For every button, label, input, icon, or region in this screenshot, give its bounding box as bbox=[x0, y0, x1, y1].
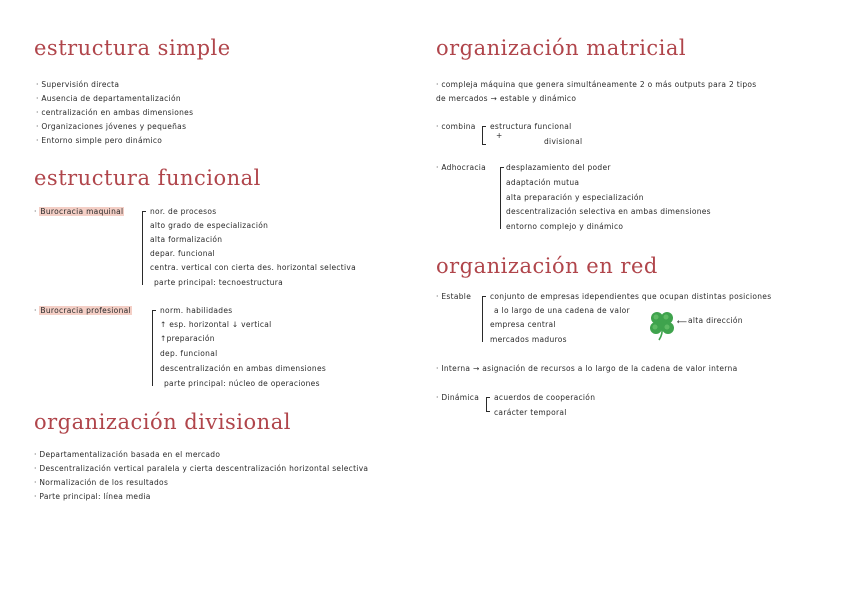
adhocracia-label: · Adhocracia bbox=[436, 163, 487, 172]
bracket bbox=[482, 126, 483, 144]
heading-estructura-funcional: estructura funcional bbox=[34, 166, 261, 190]
bracket-tick bbox=[152, 310, 156, 311]
list-item: · Departamentalización basada en el mercado bbox=[34, 450, 221, 459]
list-item: parte principal: tecnoestructura bbox=[154, 278, 284, 287]
heading-organizacion-en-red: organización en red bbox=[436, 254, 658, 278]
heading-estructura-simple: estructura simple bbox=[34, 36, 231, 60]
combina-label: · combina bbox=[436, 122, 476, 131]
list-item: descentralización en ambas dimensiones bbox=[160, 364, 327, 373]
paragraph-line: · Interna → asignación de recursos a lo largo de la cadena de valor interna bbox=[436, 364, 738, 373]
list-item: carácter temporal bbox=[494, 408, 567, 417]
list-item: alto grado de especialización bbox=[150, 221, 269, 230]
bracket-tick bbox=[482, 296, 486, 297]
burocracia-profesional-label: · Burocracia profesional bbox=[34, 306, 131, 315]
list-item: empresa central bbox=[490, 320, 556, 329]
list-item: entorno complejo y dinámico bbox=[506, 222, 624, 231]
list-item: · centralización en ambas dimensiones bbox=[36, 108, 194, 117]
list-item: desplazamiento del poder bbox=[506, 163, 611, 172]
bracket-tick bbox=[142, 211, 146, 212]
list-item: norm. habilidades bbox=[160, 306, 233, 315]
arrow-icon: ⟵ bbox=[677, 318, 688, 326]
bracket-tick bbox=[486, 411, 490, 412]
bracket bbox=[152, 310, 153, 386]
list-item: · Organizaciones jóvenes y pequeñas bbox=[36, 122, 187, 131]
list-item: mercados maduros bbox=[490, 335, 567, 344]
bracket bbox=[500, 167, 501, 229]
list-item: · Supervisión directa bbox=[36, 80, 120, 89]
list-item: a lo largo de una cadena de valor bbox=[494, 306, 630, 315]
list-item: · Descentralización vertical paralela y cierta descentralización horizontal selectiva bbox=[34, 464, 369, 473]
burocracia-profesional-highlight: Burocracia profesional bbox=[40, 306, 131, 315]
estable-label: · Estable bbox=[436, 292, 472, 301]
list-item: acuerdos de cooperación bbox=[494, 393, 596, 402]
bracket-tick bbox=[500, 167, 504, 168]
bracket-tick bbox=[486, 397, 490, 398]
list-item: ↑preparación bbox=[160, 334, 215, 343]
clover-label: alta dirección bbox=[688, 316, 743, 325]
dinamica-label: · Dinámica bbox=[436, 393, 480, 402]
list-item: alta preparación y especialización bbox=[506, 193, 644, 202]
list-item: alta formalización bbox=[150, 235, 223, 244]
clover-icon bbox=[647, 309, 677, 341]
bracket bbox=[486, 397, 487, 411]
paragraph-line: · compleja máquina que genera simultáneamente 2 o más outputs para 2 tipos bbox=[436, 80, 757, 89]
bracket bbox=[142, 211, 143, 285]
heading-organizacion-matricial: organización matricial bbox=[436, 36, 687, 60]
burocracia-maquinal-highlight: Burocracia maquinal bbox=[40, 207, 124, 216]
list-item: divisional bbox=[544, 137, 583, 146]
list-item: · Normalización de los resultados bbox=[34, 478, 169, 487]
bracket-tick bbox=[482, 144, 486, 145]
list-item: descentralización selectiva en ambas dimensiones bbox=[506, 207, 711, 216]
list-item: adaptación mutua bbox=[506, 178, 580, 187]
list-item: dep. funcional bbox=[160, 349, 218, 358]
bracket-tick bbox=[482, 126, 486, 127]
paragraph-line: de mercados → estable y dinámico bbox=[436, 94, 577, 103]
list-item: · Entorno simple pero dinámico bbox=[36, 136, 163, 145]
list-item: depar. funcional bbox=[150, 249, 216, 258]
plus-sign: + bbox=[496, 131, 503, 140]
list-item: ↑ esp. horizontal ↓ vertical bbox=[160, 320, 272, 329]
burocracia-maquinal-label: · Burocracia maquinal bbox=[34, 207, 124, 216]
list-item: conjunto de empresas idependientes que ocupan distintas posiciones bbox=[490, 292, 772, 301]
list-item: centra. vertical con cierta des. horizontal selectiva bbox=[150, 263, 357, 272]
heading-organizacion-divisional: organización divisional bbox=[34, 410, 291, 434]
list-item: parte principal: núcleo de operaciones bbox=[164, 379, 320, 388]
list-item: nor. de procesos bbox=[150, 207, 217, 216]
list-item: · Parte principal: línea media bbox=[34, 492, 151, 501]
bracket bbox=[482, 296, 483, 342]
list-item: · Ausencia de departamentalización bbox=[36, 94, 181, 103]
list-item: estructura funcional bbox=[490, 122, 572, 131]
